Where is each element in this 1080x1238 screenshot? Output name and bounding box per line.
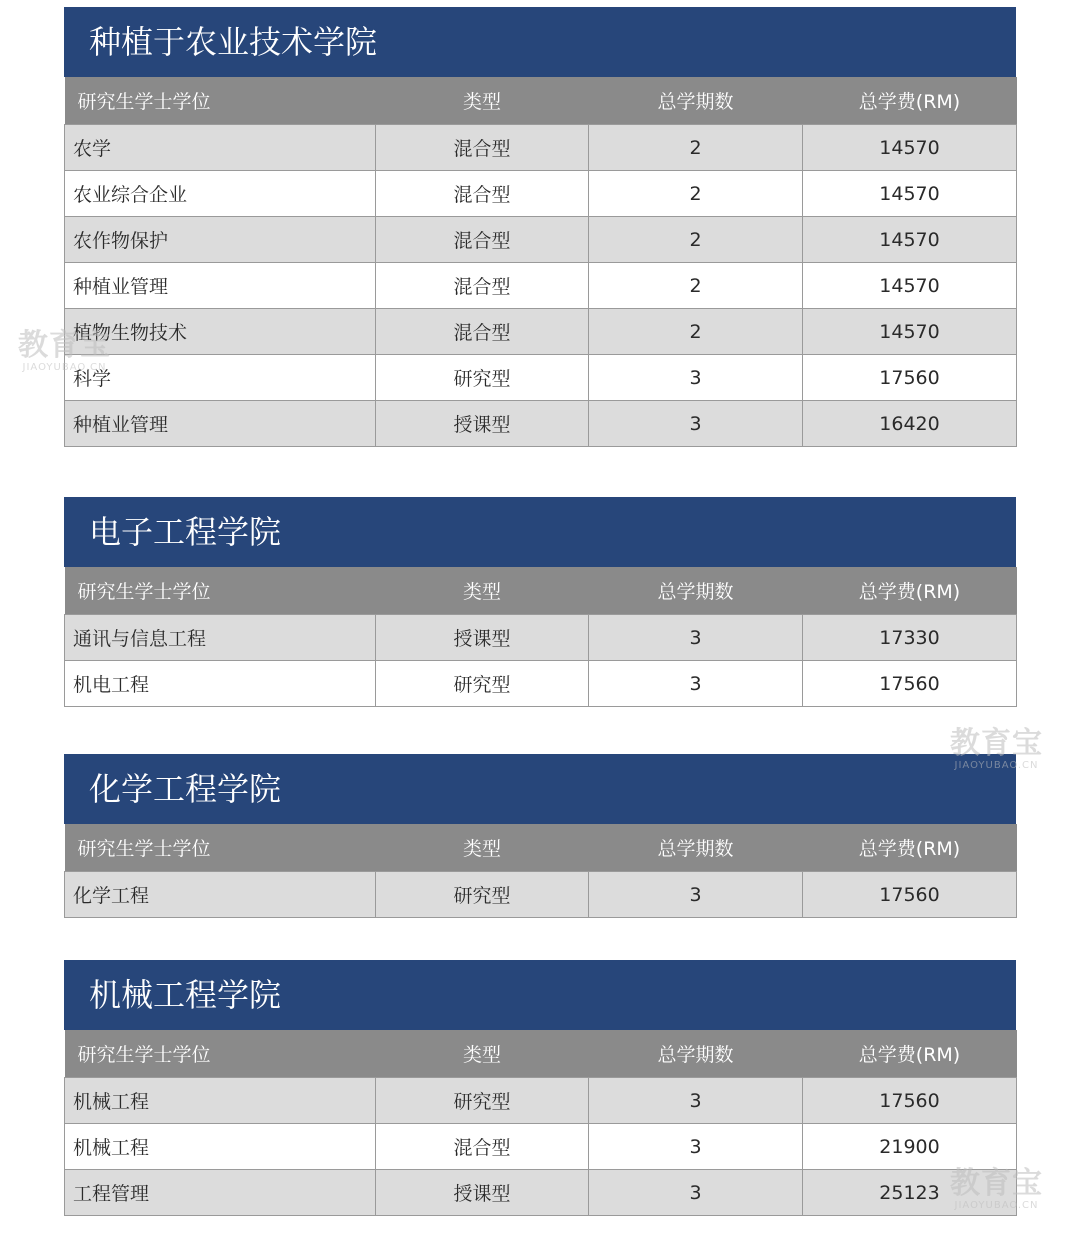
semesters-cell: 3 xyxy=(589,1124,803,1170)
semesters-cell: 3 xyxy=(589,401,803,447)
semesters-cell: 2 xyxy=(589,309,803,355)
semesters-cell: 3 xyxy=(589,615,803,661)
watermark-url: JIAOYUBAO.CN xyxy=(22,362,107,373)
type-cell: 授课型 xyxy=(376,615,589,661)
semesters-cell: 3 xyxy=(589,872,803,918)
type-cell: 混合型 xyxy=(376,309,589,355)
header-fee: 总学费(RM) xyxy=(803,77,1017,125)
type-cell: 混合型 xyxy=(376,1124,589,1170)
section-agriculture xyxy=(64,7,1016,447)
semesters-cell: 3 xyxy=(589,661,803,707)
fee-cell: 17330 xyxy=(803,615,1017,661)
fee-cell: 21900 xyxy=(803,1124,1017,1170)
header-degree: 研究生学士学位 xyxy=(65,1030,376,1078)
header-semesters: 总学期数 xyxy=(589,1030,803,1078)
table-row xyxy=(65,872,1017,918)
fee-cell: 17560 xyxy=(803,661,1017,707)
table-row xyxy=(65,1170,1017,1216)
degree-cell: 种植业管理 xyxy=(65,401,376,447)
section-title: 化学工程学院 xyxy=(64,754,1016,824)
degree-table xyxy=(64,567,1017,707)
fee-cell: 14570 xyxy=(803,171,1017,217)
semesters-cell: 2 xyxy=(589,217,803,263)
table-row xyxy=(65,263,1017,309)
fee-cell: 16420 xyxy=(803,401,1017,447)
section-electronic-engineering xyxy=(64,497,1016,707)
watermark-url: JIAOYUBAO.CN xyxy=(954,1200,1039,1211)
section-chemical-engineering xyxy=(64,754,1016,918)
table-header-row xyxy=(65,824,1017,872)
type-cell: 混合型 xyxy=(376,171,589,217)
degree-cell: 通讯与信息工程 xyxy=(65,615,376,661)
table-row xyxy=(65,355,1017,401)
watermark-text: 教育宝 xyxy=(18,328,111,363)
fee-cell: 17560 xyxy=(803,355,1017,401)
table-header-row xyxy=(65,567,1017,615)
semesters-cell: 2 xyxy=(589,171,803,217)
table-row xyxy=(65,615,1017,661)
degree-cell: 机械工程 xyxy=(65,1078,376,1124)
header-type: 类型 xyxy=(376,1030,589,1078)
header-degree: 研究生学士学位 xyxy=(65,77,376,125)
header-fee: 总学费(RM) xyxy=(803,567,1017,615)
header-semesters: 总学期数 xyxy=(589,567,803,615)
degree-cell: 农学 xyxy=(65,125,376,171)
watermark-text: 教育宝 xyxy=(950,1166,1043,1201)
fee-cell: 14570 xyxy=(803,309,1017,355)
fee-cell: 14570 xyxy=(803,217,1017,263)
semesters-cell: 3 xyxy=(589,355,803,401)
table-row xyxy=(65,309,1017,355)
degree-cell: 植物生物技术 xyxy=(65,309,376,355)
type-cell: 授课型 xyxy=(376,401,589,447)
degree-cell: 化学工程 xyxy=(65,872,376,918)
semesters-cell: 2 xyxy=(589,263,803,309)
degree-table xyxy=(64,1030,1017,1216)
fee-cell: 17560 xyxy=(803,872,1017,918)
section-mechanical-engineering xyxy=(64,960,1016,1216)
degree-cell: 机械工程 xyxy=(65,1124,376,1170)
semesters-cell: 2 xyxy=(589,125,803,171)
header-degree: 研究生学士学位 xyxy=(65,567,376,615)
watermark-text: 教育宝 xyxy=(950,726,1043,761)
header-fee: 总学费(RM) xyxy=(803,1030,1017,1078)
type-cell: 授课型 xyxy=(376,1170,589,1216)
section-title: 机械工程学院 xyxy=(64,960,1016,1030)
table-row xyxy=(65,1124,1017,1170)
degree-table xyxy=(64,824,1017,918)
degree-cell: 科学 xyxy=(65,355,376,401)
type-cell: 研究型 xyxy=(376,1078,589,1124)
type-cell: 研究型 xyxy=(376,355,589,401)
table-row xyxy=(65,661,1017,707)
table-row xyxy=(65,401,1017,447)
fee-cell: 25123 xyxy=(803,1170,1017,1216)
semesters-cell: 3 xyxy=(589,1078,803,1124)
fee-cell: 14570 xyxy=(803,263,1017,309)
watermark-url: JIAOYUBAO.CN xyxy=(954,760,1039,771)
header-semesters: 总学期数 xyxy=(589,77,803,125)
header-semesters: 总学期数 xyxy=(589,824,803,872)
type-cell: 研究型 xyxy=(376,661,589,707)
header-type: 类型 xyxy=(376,824,589,872)
section-title: 电子工程学院 xyxy=(64,497,1016,567)
table-row xyxy=(65,217,1017,263)
header-type: 类型 xyxy=(376,567,589,615)
fee-cell: 17560 xyxy=(803,1078,1017,1124)
semesters-cell: 3 xyxy=(589,1170,803,1216)
type-cell: 混合型 xyxy=(376,125,589,171)
header-degree: 研究生学士学位 xyxy=(65,824,376,872)
table-header-row xyxy=(65,77,1017,125)
header-type: 类型 xyxy=(376,77,589,125)
table-row xyxy=(65,171,1017,217)
fee-cell: 14570 xyxy=(803,125,1017,171)
degree-cell: 农作物保护 xyxy=(65,217,376,263)
type-cell: 混合型 xyxy=(376,263,589,309)
table-header-row xyxy=(65,1030,1017,1078)
degree-table xyxy=(64,77,1017,447)
type-cell: 研究型 xyxy=(376,872,589,918)
section-title: 种植于农业技术学院 xyxy=(64,7,1016,77)
table-row xyxy=(65,125,1017,171)
degree-cell: 农业综合企业 xyxy=(65,171,376,217)
header-fee: 总学费(RM) xyxy=(803,824,1017,872)
table-row xyxy=(65,1078,1017,1124)
degree-cell: 种植业管理 xyxy=(65,263,376,309)
type-cell: 混合型 xyxy=(376,217,589,263)
degree-cell: 工程管理 xyxy=(65,1170,376,1216)
degree-cell: 机电工程 xyxy=(65,661,376,707)
